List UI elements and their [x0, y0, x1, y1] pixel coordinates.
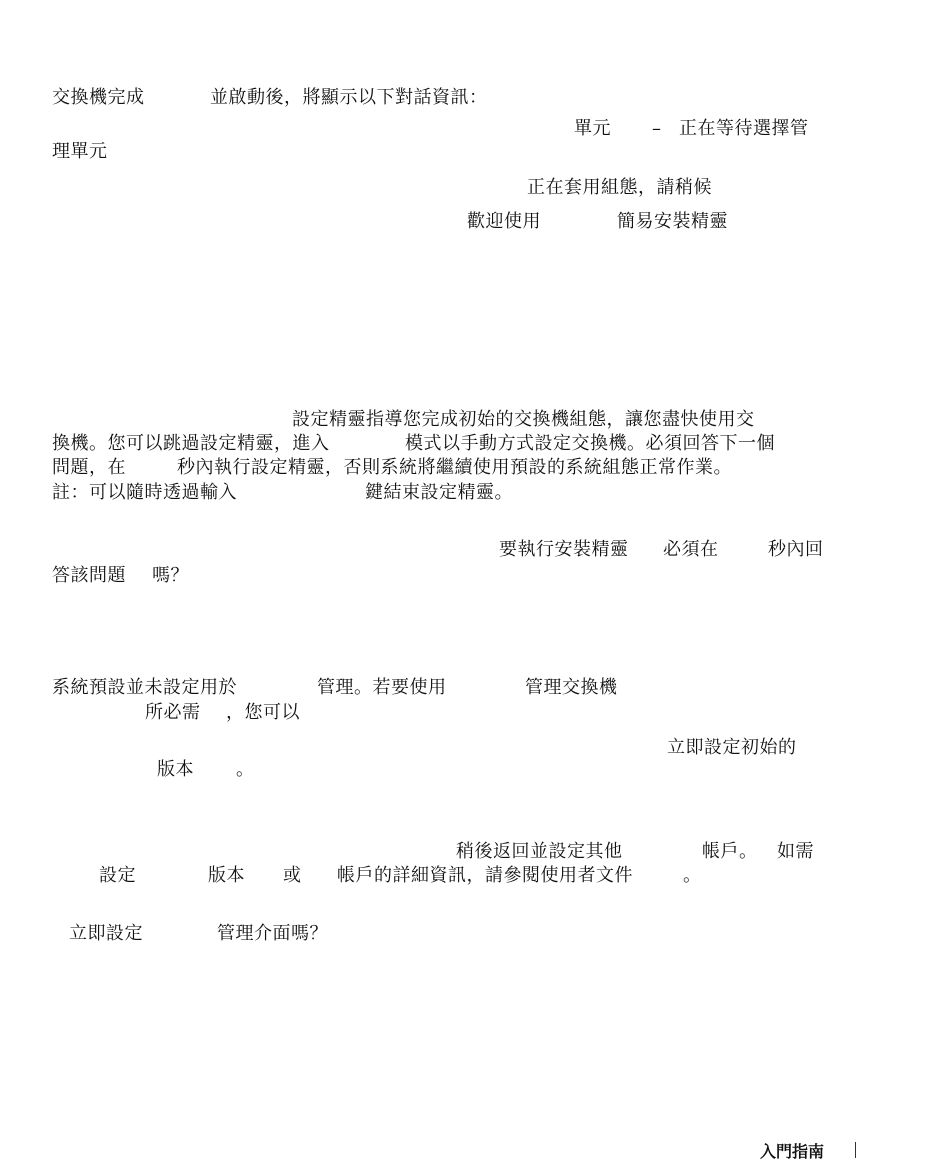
mgmt-para-text-7: 版本: [157, 759, 194, 780]
wizard-para-line-4b: 鍵結束設定精靈。: [365, 482, 513, 503]
footer-title: 入門指南: [760, 1142, 825, 1161]
later-para-text-2: 帳戶。: [702, 841, 758, 862]
mgmt-para-text-3: 管理交換機: [525, 677, 618, 698]
later-para-text-8: 。: [683, 865, 702, 886]
mgmt-para-text-8: 。: [236, 759, 255, 780]
mgmt-para-text-4: 所必需: [145, 702, 201, 723]
unit-text-1: 單元: [574, 118, 611, 139]
mgmt-para-text-2: 管理。若要使用: [317, 677, 447, 698]
question2-text-1: 立即設定: [69, 923, 143, 944]
welcome-text-2: 簡易安裝精靈: [617, 211, 728, 232]
later-para-text-3: 如需: [777, 841, 814, 862]
intro-text-2: 並啟動後，將顯示以下對話資訊：: [210, 87, 488, 108]
wizard-para-line-2b: 模式以手動方式設定交換機。必須回答下一個: [405, 433, 775, 454]
wizard-para-line-1: 設定精靈指導您完成初始的交換機組態，讓您盡快使用交: [292, 409, 755, 430]
wizard-para-line-3a: 問題，在: [52, 457, 126, 478]
mgmt-para-text-5: ，您可以: [226, 702, 300, 723]
applying-config-text: 正在套用組態，請稍候: [527, 177, 712, 198]
unit-text-3: 理單元: [52, 141, 108, 162]
question1-text-3: 秒內回: [768, 539, 824, 560]
mgmt-para-text-1: 系統預設並未設定用於: [52, 677, 237, 698]
intro-text-1: 交換機完成: [52, 87, 145, 108]
later-para-text-6: 或: [283, 865, 302, 886]
question1-text-5: 嗎？: [152, 565, 189, 586]
later-para-text-5: 版本: [208, 865, 245, 886]
later-para-text-7: 帳戶的詳細資訊，請參閱使用者文件: [337, 865, 633, 886]
question1-text-4: 答該問題: [52, 565, 126, 586]
mgmt-para-text-6: 立即設定初始的: [667, 737, 797, 758]
welcome-text-1: 歡迎使用: [467, 211, 541, 232]
later-para-text-4: 設定: [99, 865, 136, 886]
unit-text-2: 正在等待選擇管: [679, 118, 809, 139]
question2-text-2: 管理介面嗎？: [217, 923, 328, 944]
question1-text-1: 要執行安裝精靈: [499, 539, 629, 560]
later-para-text-1: 稍後返回並設定其他: [456, 841, 623, 862]
footer-separator: [855, 1142, 856, 1158]
wizard-para-line-4a: 註：可以隨時透過輸入: [52, 482, 237, 503]
wizard-para-line-2a: 換機。您可以跳過設定精靈，進入: [52, 433, 330, 454]
wizard-para-line-3b: 秒內執行設定精靈，否則系統將繼續使用預設的系統組態正常作業。: [177, 457, 732, 478]
question1-text-2: 必須在: [663, 539, 719, 560]
unit-dash: –: [652, 118, 662, 139]
